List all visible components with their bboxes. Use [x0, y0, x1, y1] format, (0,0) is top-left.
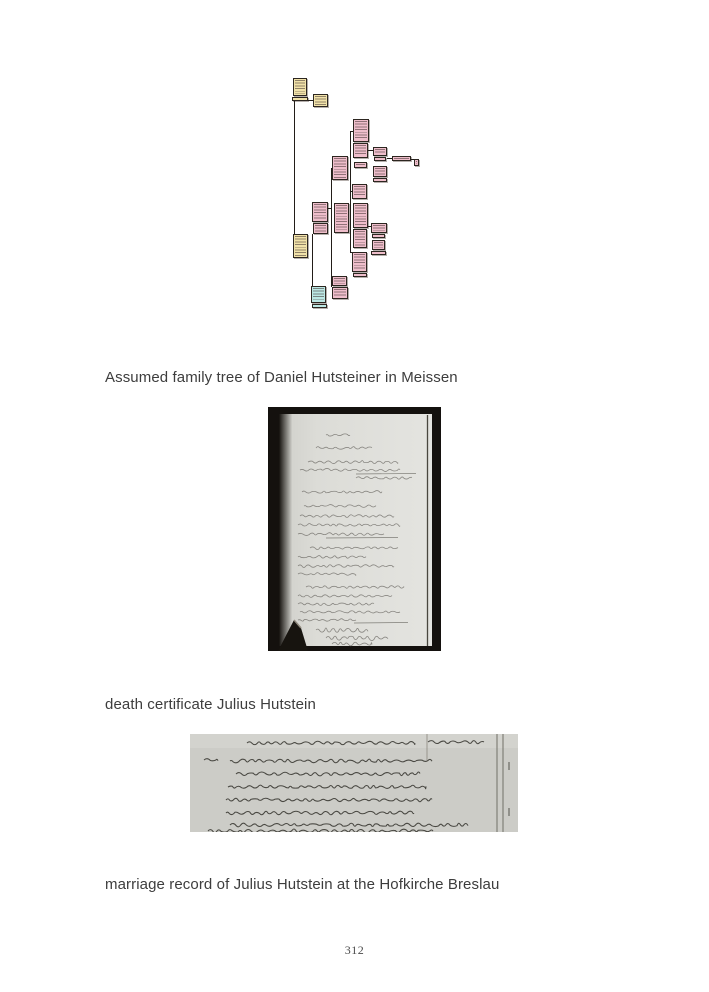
tree-node	[332, 276, 347, 286]
paper-light-band	[190, 734, 518, 748]
ink-rule	[326, 538, 398, 539]
register-paper	[190, 734, 518, 832]
tree-connector	[294, 101, 295, 234]
marriage-record-scan	[190, 734, 518, 832]
tree-node	[352, 184, 367, 199]
tree-node	[371, 251, 386, 255]
tree-node	[353, 229, 367, 248]
tree-node	[293, 78, 307, 96]
tree-node	[392, 156, 411, 161]
tree-connector	[368, 226, 371, 227]
tree-node	[312, 202, 328, 222]
tree-node	[354, 162, 367, 168]
tree-node	[352, 252, 367, 272]
marriage-record-caption: marriage record of Julius Hutstein at the Hofkirche Breslau	[105, 876, 500, 893]
page-number: 312	[344, 943, 365, 957]
book-gutter-shadow	[279, 414, 292, 646]
tree-node	[312, 304, 327, 308]
tree-node	[332, 156, 348, 180]
tree-connector	[368, 150, 373, 151]
tree-node	[372, 240, 385, 250]
tree-node	[414, 159, 419, 166]
tree-node	[374, 157, 386, 161]
tree-connector	[331, 168, 332, 287]
death-certificate-scan	[268, 407, 441, 651]
family-tree-caption: Assumed family tree of Daniel Hutsteiner in Meissen	[105, 369, 458, 386]
tree-node	[311, 286, 326, 303]
tree-node	[313, 223, 328, 234]
tree-node	[353, 119, 369, 142]
tree-node	[293, 234, 308, 258]
tree-connector	[350, 131, 353, 132]
tree-node	[373, 147, 387, 156]
tree-connector	[328, 208, 332, 209]
tree-connector	[308, 100, 313, 101]
tree-connector	[411, 159, 414, 160]
tree-node	[313, 94, 328, 107]
tree-node	[353, 203, 368, 228]
tree-node	[334, 203, 349, 233]
family-tree	[290, 76, 422, 310]
tree-connector	[350, 191, 353, 192]
tree-node	[332, 287, 348, 299]
tree-node	[353, 143, 368, 158]
death-certificate-caption: death certificate Julius Hutstein	[105, 696, 316, 713]
tree-node	[373, 178, 387, 182]
ink-rule	[356, 474, 416, 475]
tree-node	[353, 273, 367, 277]
tree-node	[371, 223, 387, 233]
tree-connector	[387, 158, 392, 159]
tree-connector	[350, 252, 352, 253]
tree-node	[372, 234, 385, 238]
tree-node	[373, 166, 387, 177]
tree-connector	[312, 234, 313, 286]
ink-rule	[354, 623, 408, 624]
